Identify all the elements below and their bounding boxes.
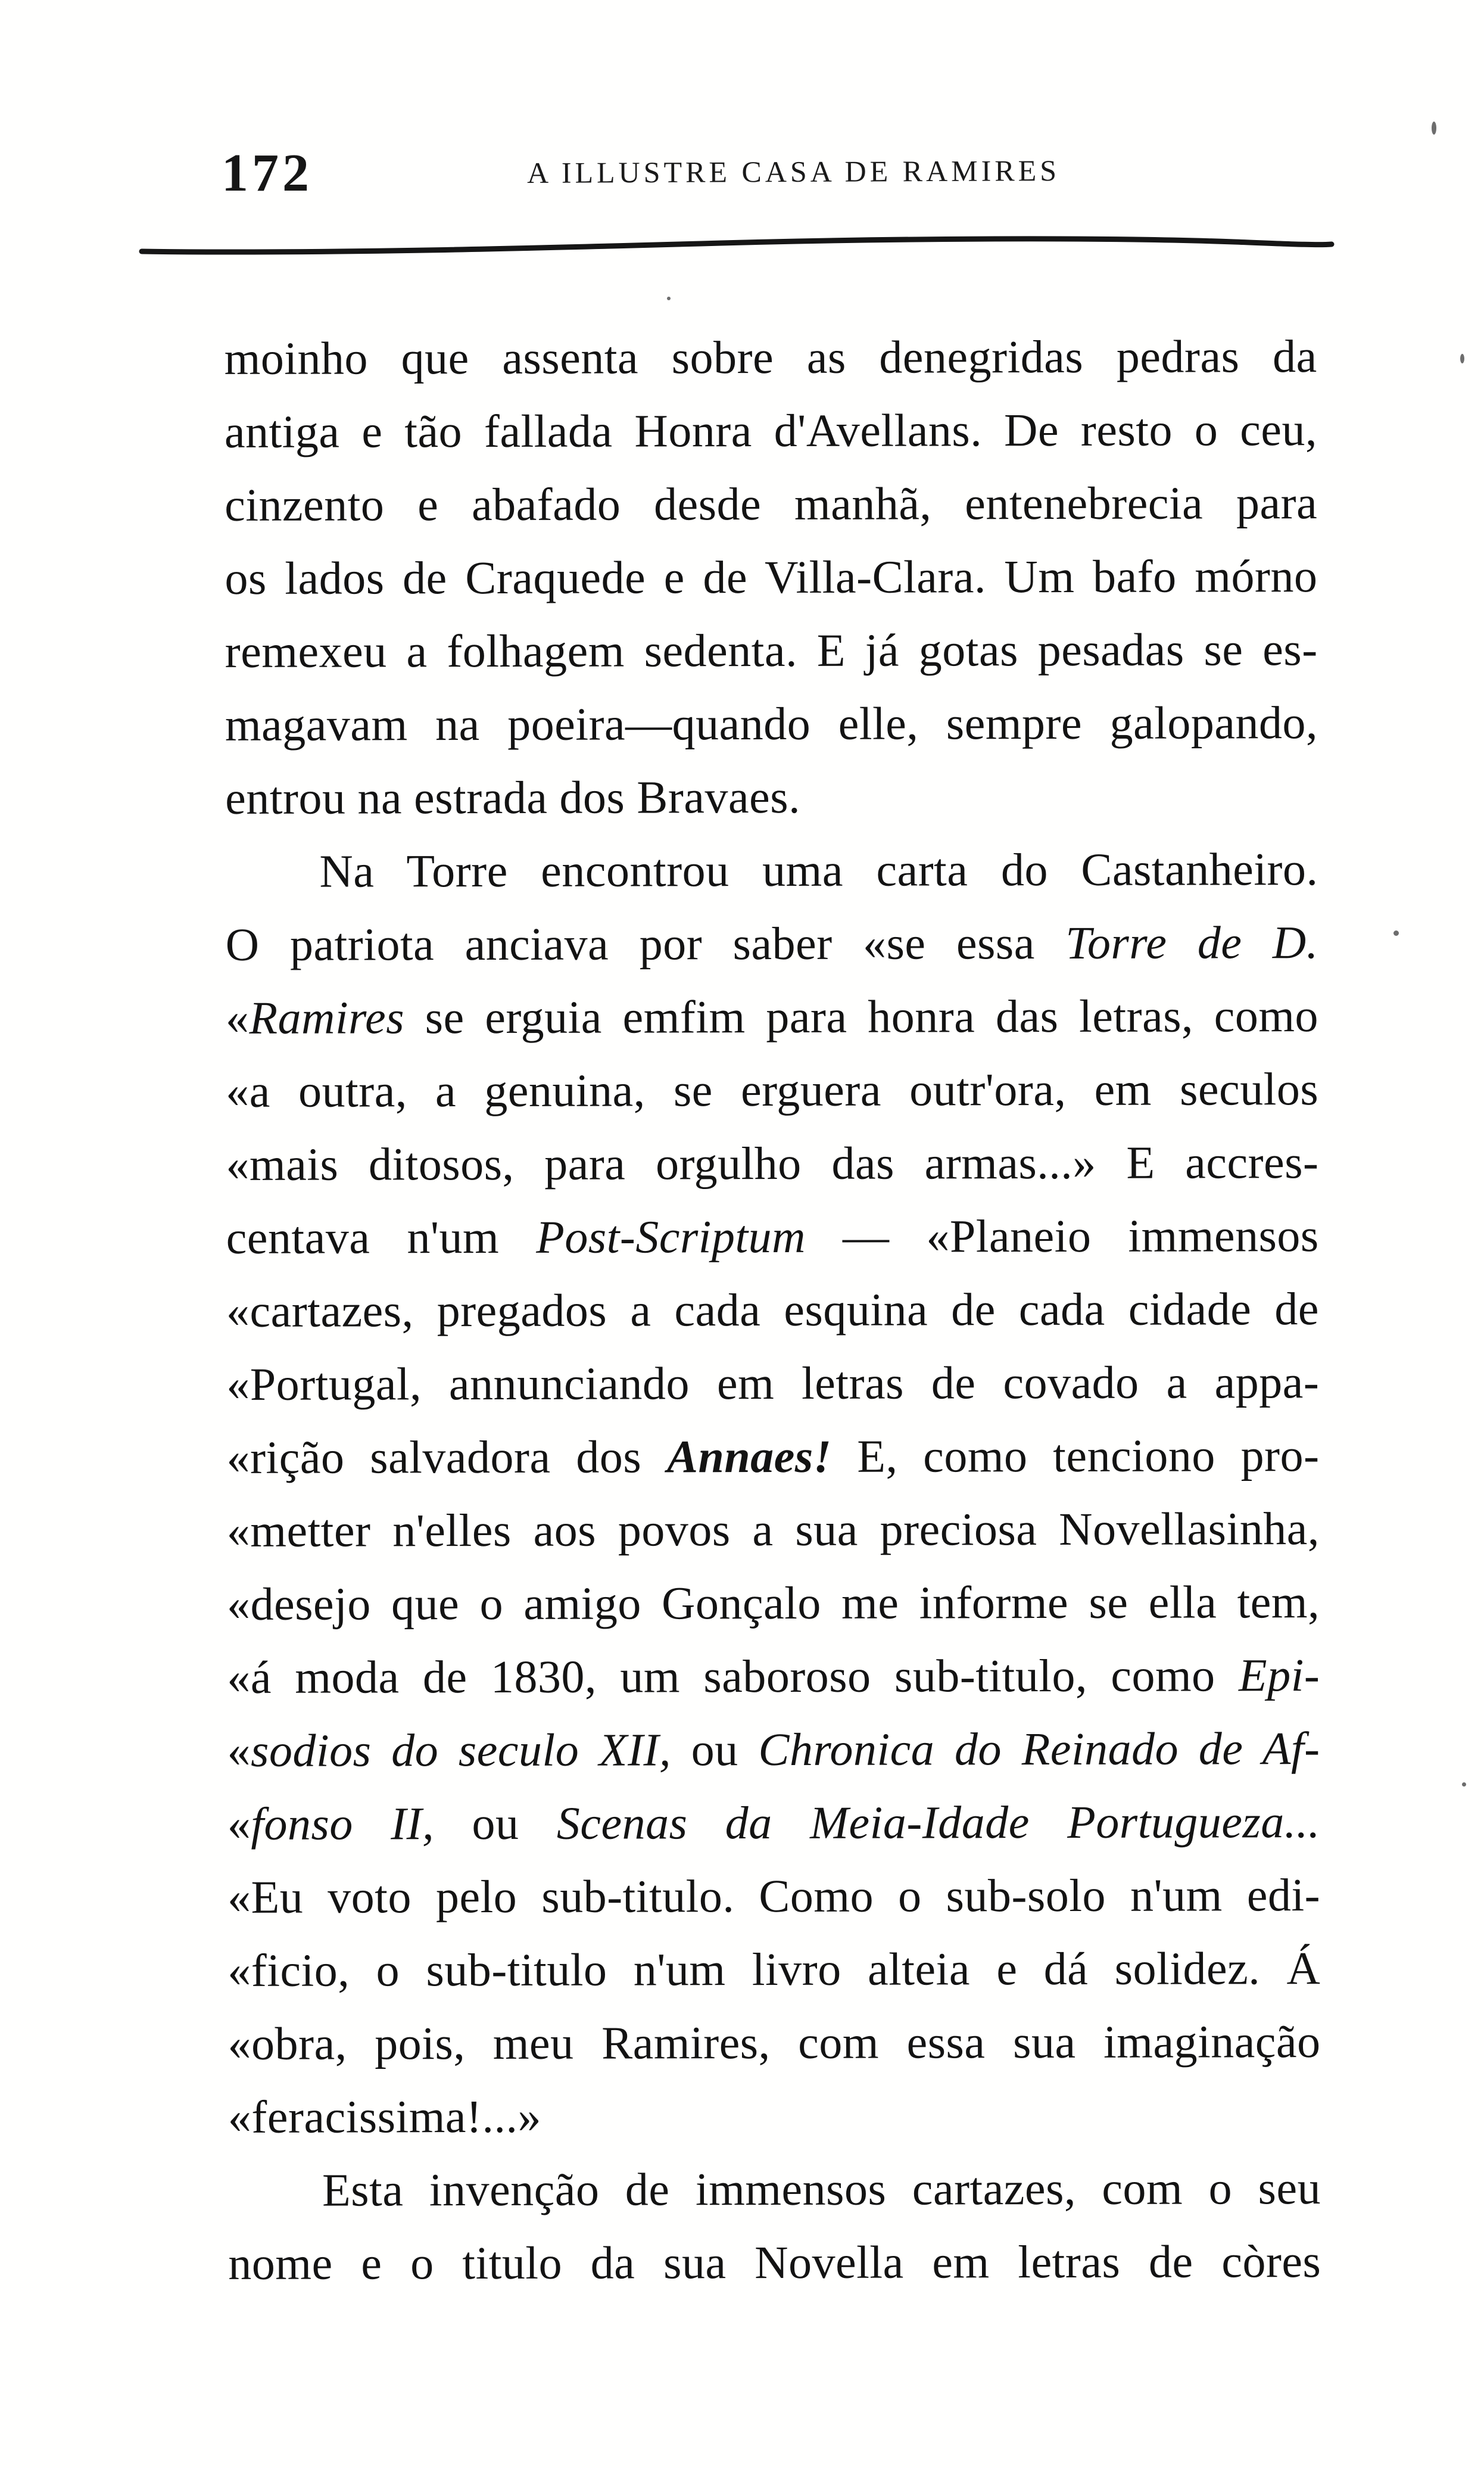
text-segment: «metter n'elles aos povos a sua preciosa Novellasinha, bbox=[226, 1502, 1320, 1557]
text-segment: «Eu voto pelo sub-titulo. Como o sub-solo n'um edi- bbox=[227, 1869, 1321, 1923]
text-line bbox=[226, 1125, 1318, 1201]
italic-segment: Ramires bbox=[249, 991, 405, 1044]
text-segment: « bbox=[225, 991, 250, 1044]
text-segment: entrou na estrada dos Bravaes. bbox=[225, 770, 801, 824]
text-line bbox=[226, 979, 1318, 1054]
text-segment: « bbox=[227, 1724, 251, 1776]
text-segment: «ficio, o sub-titulo n'um livro alteia e dá solidez. Á bbox=[227, 1942, 1321, 1996]
italic-segment: Epi- bbox=[1238, 1649, 1320, 1701]
text-line bbox=[226, 1199, 1319, 1274]
text-segment: magavam na poeira—quando elle, sempre galopando, bbox=[225, 696, 1318, 751]
text-segment: — «Planeio immensos bbox=[805, 1209, 1319, 1262]
text-segment: «obra, pois, meu Ramires, com essa sua imaginação bbox=[227, 2015, 1321, 2069]
header-rule bbox=[138, 231, 1335, 260]
scan-speck bbox=[1460, 354, 1464, 363]
running-title: A ILLUSTRE CASA DE RAMIRES bbox=[526, 154, 1061, 189]
text-line bbox=[226, 1418, 1319, 1494]
scan-speck bbox=[1393, 930, 1399, 936]
text-segment: «a outra, a genuina, se erguera outr'ora, em seculos bbox=[226, 1063, 1319, 1117]
text-segment: «Portugal, annunciando em letras de covado a appa- bbox=[226, 1356, 1320, 1410]
text-line bbox=[227, 1711, 1320, 1787]
text-line bbox=[225, 393, 1317, 468]
text-line bbox=[227, 1565, 1320, 1641]
text-block bbox=[225, 319, 1321, 2300]
italic-segment: Torre de D. bbox=[1065, 916, 1318, 969]
text-line bbox=[228, 2078, 1321, 2153]
text-segment: «mais ditosos, para orgulho das armas...» E accres- bbox=[226, 1136, 1319, 1190]
italic-segment: Scenas da Meia-Idade Portugueza... bbox=[556, 1795, 1320, 1849]
text-segment: centava n'um bbox=[226, 1210, 537, 1263]
italic-segment: Chronica do Reinado de Af- bbox=[758, 1722, 1320, 1776]
text-line bbox=[227, 1638, 1320, 1714]
text-segment: os lados de Craquede e de Villa-Clara. Um bafo mórno bbox=[225, 550, 1318, 604]
text-segment: ou bbox=[434, 1797, 557, 1850]
text-line bbox=[226, 1272, 1319, 1347]
text-segment: «rição salvadora dos bbox=[226, 1430, 667, 1483]
text-line bbox=[227, 1858, 1320, 1934]
text-segment: moinho que assenta sobre as denegridas pedras da bbox=[224, 330, 1317, 384]
text-line bbox=[227, 1492, 1320, 1567]
text-segment: «á moda de 1830, um saboroso sub-titulo, como bbox=[227, 1649, 1239, 1703]
text-line bbox=[228, 2151, 1321, 2227]
text-line bbox=[225, 832, 1318, 908]
text-line bbox=[227, 1785, 1320, 1860]
text-segment: cinzento e abafado desde manhã, entenebrecia para bbox=[225, 477, 1318, 531]
text-line bbox=[227, 2005, 1320, 2080]
text-line bbox=[227, 1931, 1320, 2007]
text-segment: E, como tenciono pro- bbox=[831, 1429, 1320, 1482]
text-segment: se erguia emfim para honra das letras, como bbox=[404, 989, 1319, 1044]
text-segment: Esta invenção de immensos cartazes, com o seu bbox=[322, 2162, 1321, 2216]
text-segment: «desejo que o amigo Gonçalo me informe se ella tem, bbox=[226, 1576, 1320, 1630]
text-line bbox=[226, 905, 1318, 981]
page-number: 172 bbox=[222, 144, 313, 203]
text-segment: antiga e tão fallada Honra d'Avellans. De resto o ceu, bbox=[224, 403, 1317, 458]
text-line bbox=[225, 686, 1318, 761]
text-segment: «cartazes, pregados a cada esquina de cada cidade de bbox=[226, 1283, 1320, 1337]
italic-segment: fonso II, bbox=[251, 1797, 435, 1850]
scan-speck bbox=[667, 297, 671, 300]
text-line bbox=[225, 539, 1317, 615]
text-segment: nome e o titulo da sua Novella em letras de còres bbox=[228, 2235, 1321, 2289]
text-segment: «feracissima!...» bbox=[227, 2090, 542, 2143]
scan-speck bbox=[1432, 122, 1436, 135]
text-segment: O patriota anciava por saber «se essa bbox=[225, 916, 1066, 970]
text-line bbox=[225, 466, 1317, 541]
text-segment: « bbox=[227, 1797, 251, 1850]
text-line bbox=[226, 1052, 1318, 1128]
text-segment: ou bbox=[671, 1723, 759, 1776]
text-line bbox=[225, 612, 1318, 688]
text-line bbox=[226, 1345, 1319, 1421]
text-segment: Na Torre encontrou uma carta do Castanheiro. bbox=[319, 843, 1318, 897]
text-line bbox=[225, 319, 1317, 395]
bold-italic-segment: Annaes! bbox=[666, 1430, 832, 1483]
text-line bbox=[225, 759, 1318, 835]
italic-segment: Post-Scriptum bbox=[536, 1210, 806, 1263]
text-line bbox=[228, 2224, 1321, 2300]
italic-segment: sodios do seculo XII, bbox=[250, 1723, 672, 1776]
scan-speck bbox=[1462, 1782, 1466, 1787]
text-segment: remexeu a folhagem sedenta. E já gotas pesadas se es- bbox=[225, 623, 1318, 677]
